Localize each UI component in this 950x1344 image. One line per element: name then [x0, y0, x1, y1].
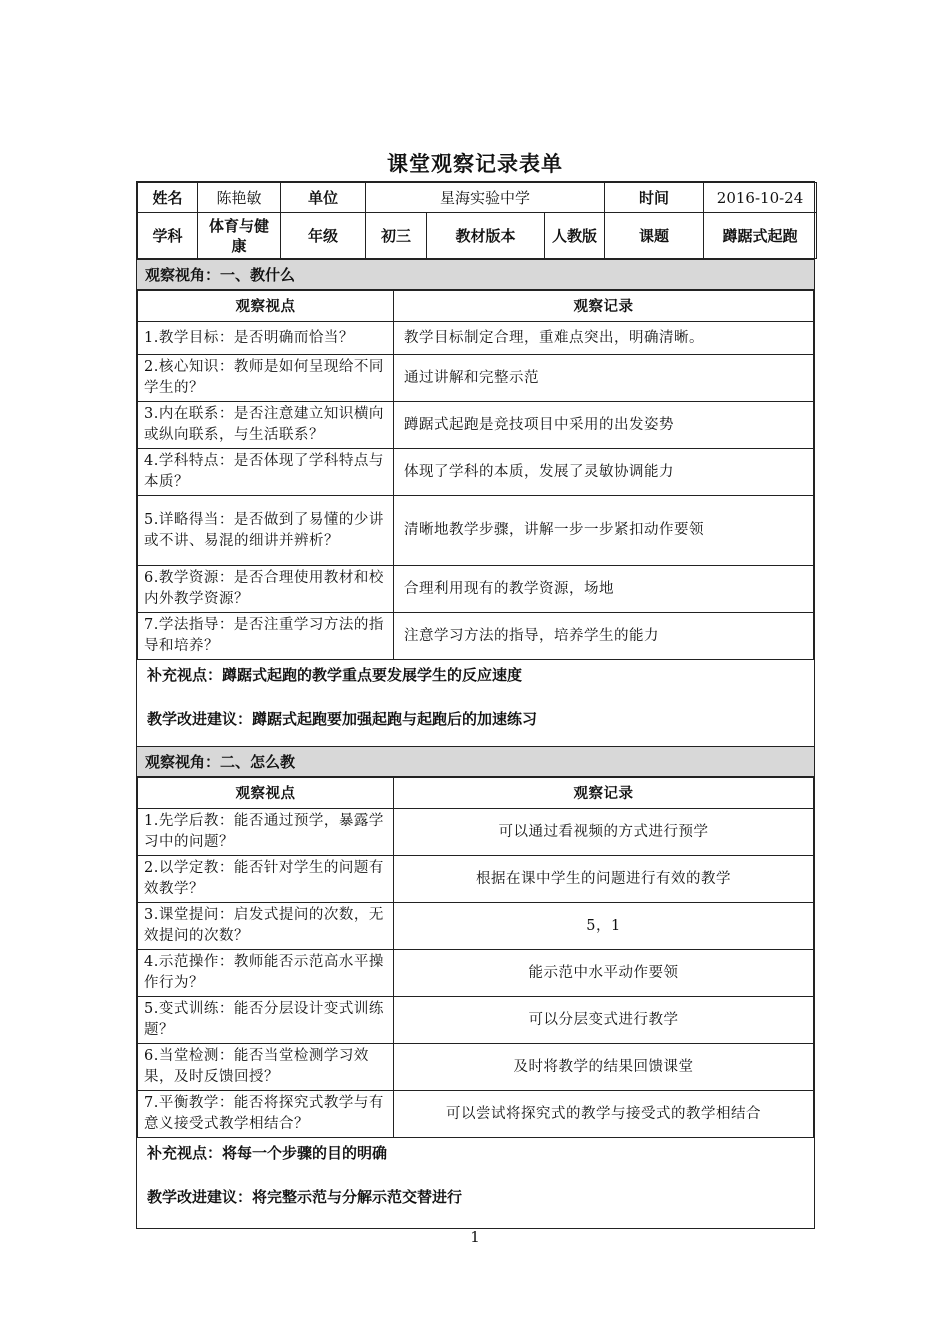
observation-form: [136, 181, 815, 1229]
record-cell: 5，1: [394, 903, 814, 950]
record-cell: 可以通过看视频的方式进行预学: [394, 809, 814, 856]
col-header-record: 观察记录: [394, 291, 814, 322]
record-cell: 可以尝试将探究式的教学与接受式的教学相结合: [394, 1091, 814, 1138]
record-cell: 教学目标制定合理，重难点突出，明确清晰。: [394, 322, 814, 355]
date-label: 时间: [605, 183, 704, 213]
info-table: [137, 182, 817, 259]
table-row: [138, 613, 814, 660]
unit-label: 单位: [281, 183, 366, 213]
table-row: [138, 903, 814, 950]
table-row: [138, 566, 814, 613]
viewpoint-cell: 5.详略得当：是否做到了易懂的少讲或不讲、易混的细讲并辨析？: [138, 496, 394, 566]
section-heading-what: 观察视角：一、教什么: [137, 259, 814, 290]
record-cell: 体现了学科的本质，发展了灵敏协调能力: [394, 449, 814, 496]
record-cell: 可以分层变式进行教学: [394, 997, 814, 1044]
table-row: [138, 997, 814, 1044]
edition-value: 人教版: [545, 213, 605, 259]
supplement-viewpoint: 补充视点：将每一个步骤的目的明确: [147, 1144, 388, 1162]
form-title: 课堂观察记录表单: [387, 151, 563, 176]
viewpoint-cell: 1.先学后教：能否通过预学，暴露学习中的问题？: [138, 809, 394, 856]
table-row: [138, 496, 814, 566]
col-header-record: 观察记录: [394, 778, 814, 809]
record-cell: 蹲踞式起跑是竞技项目中采用的出发姿势: [394, 402, 814, 449]
grade-label: 年级: [281, 213, 366, 259]
supplement-block-what: [137, 660, 814, 746]
date-value: 2016-10-24: [704, 183, 817, 213]
topic-label: 课题: [605, 213, 704, 259]
record-cell: 能示范中水平动作要领: [394, 950, 814, 997]
supplement-block-how: [137, 1138, 814, 1228]
edition-label: 教材版本: [427, 213, 545, 259]
col-header-viewpoint: 观察视点: [138, 778, 394, 809]
viewpoint-cell: 6.教学资源：是否合理使用教材和校内外教学资源？: [138, 566, 394, 613]
table-row: [138, 322, 814, 355]
table-row: [138, 449, 814, 496]
table-row: [138, 355, 814, 402]
subject-label: 学科: [138, 213, 198, 259]
improvement-suggestion: 教学改进建议：蹲踞式起跑要加强起跑与起跑后的加速练习: [147, 710, 538, 728]
viewpoint-cell: 6.当堂检测：能否当堂检测学习效果，及时反馈回授？: [138, 1044, 394, 1091]
supplement-viewpoint: 补充视点：蹲踞式起跑的教学重点要发展学生的反应速度: [147, 666, 523, 684]
table-row: [138, 1044, 814, 1091]
record-cell: 及时将教学的结果回馈课堂: [394, 1044, 814, 1091]
table-row: [138, 856, 814, 903]
record-cell: 注意学习方法的指导，培养学生的能力: [394, 613, 814, 660]
table-row: [138, 950, 814, 997]
section-heading-how: 观察视角：二、怎么教: [137, 746, 814, 777]
col-header-viewpoint: 观察视点: [138, 291, 394, 322]
unit-value: 星海实验中学: [366, 183, 605, 213]
table-row: [138, 809, 814, 856]
viewpoint-cell: 1.教学目标：是否明确而恰当？: [138, 322, 394, 355]
viewpoint-cell: 2.核心知识：教师是如何呈现给不同学生的？: [138, 355, 394, 402]
subject-value: 体育与健康: [198, 213, 281, 259]
topic-value: 蹲踞式起跑: [704, 213, 817, 259]
page-number: 1: [470, 1228, 480, 1246]
improvement-suggestion: 教学改进建议：将完整示范与分解示范交替进行: [147, 1188, 463, 1206]
table-row: [138, 402, 814, 449]
grade-value: 初三: [366, 213, 427, 259]
viewpoint-cell: 7.学法指导：是否注重学习方法的指导和培养？: [138, 613, 394, 660]
record-cell: 根据在课中学生的问题进行有效的教学: [394, 856, 814, 903]
viewpoint-cell: 5.变式训练：能否分层设计变式训练题？: [138, 997, 394, 1044]
viewpoint-cell: 4.示范操作：教师能否示范高水平操作行为？: [138, 950, 394, 997]
viewpoint-cell: 3.内在联系：是否注意建立知识横向或纵向联系，与生活联系？: [138, 402, 394, 449]
name-value: 陈艳敏: [198, 183, 281, 213]
observation-table-what: [137, 290, 814, 660]
viewpoint-cell: 2.以学定教：能否针对学生的问题有效教学？: [138, 856, 394, 903]
record-cell: 合理利用现有的教学资源，场地: [394, 566, 814, 613]
viewpoint-cell: 7.平衡教学：能否将探究式教学与有意义接受式教学相结合？: [138, 1091, 394, 1138]
record-cell: 通过讲解和完整示范: [394, 355, 814, 402]
viewpoint-cell: 3.课堂提问：启发式提问的次数，无效提问的次数？: [138, 903, 394, 950]
viewpoint-cell: 4.学科特点：是否体现了学科特点与本质？: [138, 449, 394, 496]
observation-table-how: [137, 777, 814, 1138]
record-cell: 清晰地教学步骤，讲解一步一步紧扣动作要领: [394, 496, 814, 566]
name-label: 姓名: [138, 183, 198, 213]
table-row: [138, 1091, 814, 1138]
